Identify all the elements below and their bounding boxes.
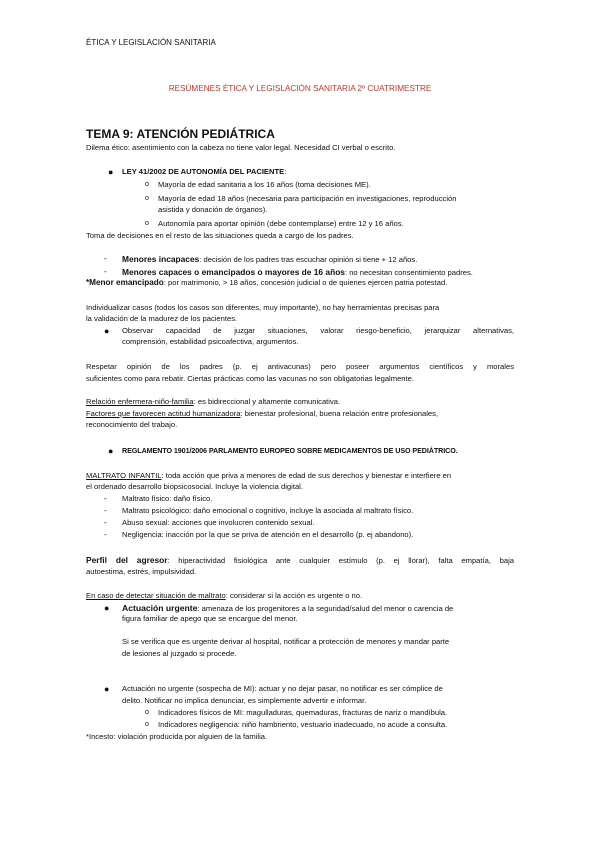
section-heading: TEMA 9: ATENCIÓN PEDIÁTRICA — [86, 127, 275, 141]
urgente-text: Actuación urgente: amenaza de los progenitores a la seguridad/salud del menor o carencia de — [122, 603, 454, 613]
urgente-text-cont: figura familiar de apego que se encargue del menor. — [122, 614, 298, 623]
running-header: ÉTICA Y LEGISLACIÓN SANITARIA — [86, 38, 216, 47]
circle-bullet-icon: o — [145, 195, 149, 202]
bullet-icon: ● — [104, 684, 110, 694]
factores-text-cont: reconocimiento del trabajo. — [86, 420, 178, 429]
bullet-icon: ● — [104, 603, 110, 613]
dash-bullet-icon: - — [104, 267, 107, 276]
maltrato-definition-cont: el ordenado desarrollo biopsicosocial. Incluye la violencia digital. — [86, 482, 303, 491]
circle-bullet-icon: o — [145, 220, 149, 227]
respetar-line: Respetar opinión de los padres (p. ej antivacunas) pero poseer argumentos científicos y morales — [86, 362, 514, 371]
dash-bullet-icon: - — [104, 518, 107, 527]
ley41-item-cont: asistida y donación de órganos). — [158, 205, 268, 214]
urgente-action: Si se verifica que es urgente derivar al hospital, notificar a protección de menores y mandar parte — [122, 637, 450, 646]
individualizar-bullet: Observar capacidad de juzgar situaciones, valorar riesgo-beneficio, jerarquizar alternativas, — [122, 326, 514, 335]
menores-incapaces: Menores incapaces: decisión de los padres tras escuchar opinión si tiene + 12 años. — [122, 254, 418, 264]
indicador-item: Indicadores negligencia: niño hambriento, vestuario inadecuado, no acude a consulta. — [158, 720, 448, 729]
individualizar-line: la validación de la madurez de los pacientes. — [86, 314, 238, 323]
factores-text: Factores que favorecen actitud humanizadora: bienestar profesional, buena relación entre profesionales, — [86, 409, 439, 418]
relacion-text: Relación enfermera-niño-familia: es bidireccional y altamente comunicativa. — [86, 397, 341, 406]
bullet-icon: ● — [108, 167, 114, 177]
bullet-icon: ● — [104, 326, 110, 336]
maltrato-type: Negligencia: inacción por la que se priva de atención en el desarrollo (p. ej abandono). — [122, 530, 414, 539]
maltrato-type: Maltrato físico: daño físico. — [122, 494, 213, 503]
agresor-text: Perfil del agresor: hiperactividad fisiológica ante cualquier estímulo (p. ej llorar), falta empatía, baja — [86, 555, 514, 565]
agresor-text-cont: autoestima, estrés, impulsividad. — [86, 567, 197, 576]
circle-bullet-icon: o — [145, 721, 149, 728]
document-title: RESÚMENES ÉTICA Y LEGISLACIÓN SANITARIA 2º CUATRIMESTRE — [168, 84, 432, 93]
maltrato-type: Abuso sexual: acciones que involucren contenido sexual. — [122, 518, 315, 527]
dash-bullet-icon: - — [104, 530, 107, 539]
menores-capaces: Menores capaces o emancipados o mayores de 16 años: no necesitan consentimiento padres. — [122, 267, 473, 277]
urgente-action-cont: de lesiones al juzgado si procede. — [122, 649, 237, 658]
ley41-item: Autonomía para aportar opinión (debe contemplarse) entre 12 y 16 años. — [158, 219, 404, 228]
incesto-note: *Incesto: violación producida por alguien de la familia. — [86, 732, 268, 741]
ley41-item: Mayoría de edad 18 años (necesaria para participación en investigaciones, reproducción — [158, 194, 457, 203]
indicador-item: Indicadores físicos de MI: magulladuras, quemaduras, fracturas de nariz o mandíbula. — [158, 708, 448, 717]
circle-bullet-icon: o — [145, 181, 149, 188]
circle-bullet-icon: o — [145, 709, 149, 716]
ley41-note: Toma de decisiones en el resto de las situaciones queda a cargo de los padres. — [86, 231, 354, 240]
no-urgente-text-cont: delito. Notificar no implica denunciar, es simplemente advertir e informar. — [122, 696, 367, 705]
maltrato-type: Maltrato psicológico: daño emocional o cognitivo, incluye la asociada al maltrato físico. — [122, 506, 414, 515]
ley41-item: Mayoría de edad sanitaria a los 16 años (toma decisiones ME). — [158, 180, 371, 189]
dilema-text: Dilema ético: asentimiento con la cabeza no tiene valor legal. Necesidad CI verbal o escrito. — [86, 143, 396, 152]
detectar-text: En caso de detectar situación de maltrato: considerar si la acción es urgente o no. — [86, 591, 363, 600]
menor-emancipado: *Menor emancipado: por matrimonio, > 18 años, concesión judicial o de quienes ejercen patria potestad. — [86, 278, 448, 287]
dash-bullet-icon: - — [104, 494, 107, 503]
ley41-heading: LEY 41/2002 DE AUTONOMÍA DEL PACIENTE: — [122, 167, 287, 176]
respetar-line: suficientes como para rebatir. Ciertas prácticas como las vacunas no son obligatorias legalmente. — [86, 374, 414, 383]
individualizar-line: Individualizar casos (todos los casos son diferentes, muy importante), no hay herramientas precisas para — [86, 303, 440, 312]
individualizar-bullet-cont: comprensión, estabilidad psicoafectiva, argumentos. — [122, 337, 299, 346]
dash-bullet-icon: - — [104, 506, 107, 515]
bullet-icon: ● — [108, 446, 114, 456]
reglamento-heading: REGLAMENTO 1901/2006 PARLAMENTO EUROPEO SOBRE MEDICAMENTOS DE USO PEDIÁTRICO. — [122, 446, 458, 455]
no-urgente-text: Actuación no urgente (sospecha de MI): actuar y no dejar pasar, no notificar es ser cómplice de — [122, 684, 443, 693]
dash-bullet-icon: - — [104, 254, 107, 263]
maltrato-definition: MALTRATO INFANTIL: toda acción que priva a menores de edad de sus derechos y bienestar e interfiere en — [86, 471, 452, 480]
